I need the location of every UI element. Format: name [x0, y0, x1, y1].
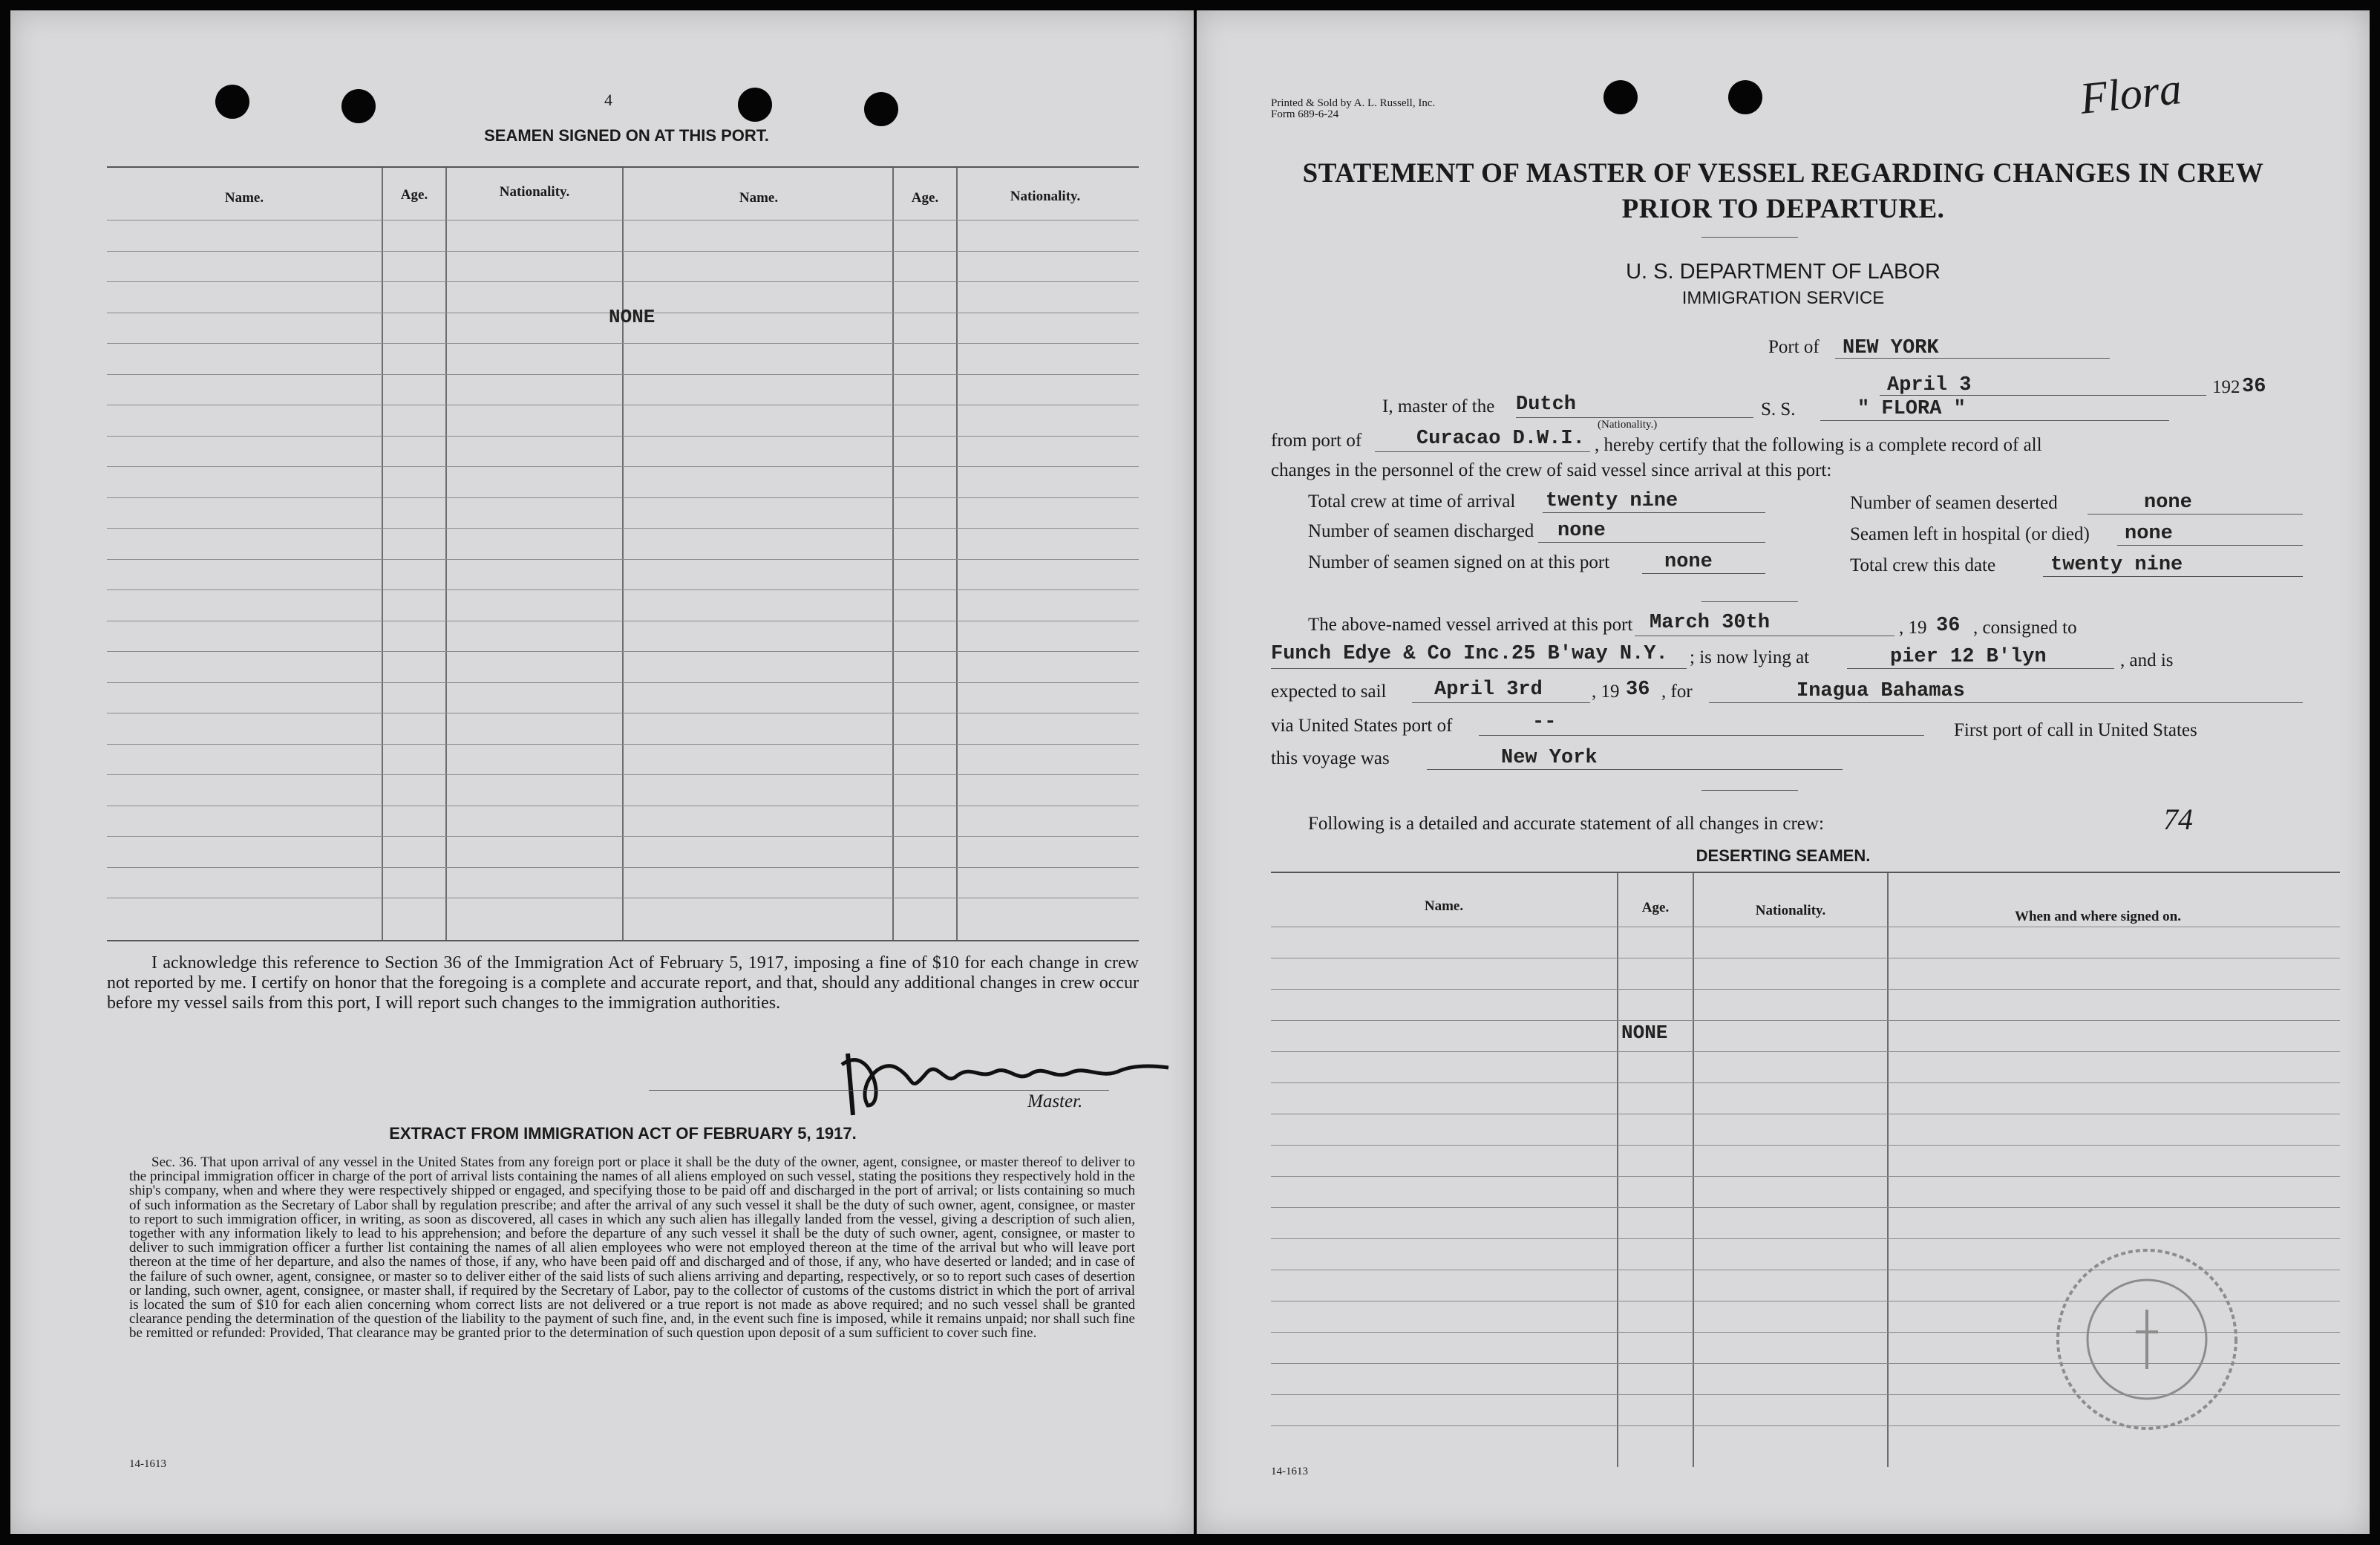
table-rule — [107, 774, 1139, 775]
column-header-name: Name. — [1424, 898, 1464, 914]
table-rule — [1271, 1207, 2340, 1208]
column-header-age: Age. — [1641, 900, 1670, 915]
column-header-nationality: Nationality. — [499, 184, 570, 200]
table-rule — [107, 651, 1139, 652]
form-number: 14-1613 — [129, 1458, 166, 1470]
discharged-label: Number of seamen discharged — [1308, 521, 1534, 541]
column-header-name: Name. — [224, 190, 264, 206]
master-signature — [827, 1035, 1176, 1117]
table-rule — [107, 867, 1139, 868]
punch-hole — [341, 89, 376, 123]
year-value: 36 — [2242, 376, 2266, 398]
acknowledgement-text: I acknowledge this reference to Section 36 of the Immigration Act of February 5, 1917, imposing a fine of $10 for each change in crew not reported by me. I certify on honor that the foregoing is a complete and accurate report, and that, should any additional changes in crew occur before my vessel sails from this port, I will report such changes to the immigration authorities. — [107, 953, 1139, 1013]
expected-year-prefix: , 19 — [1592, 682, 1620, 702]
punch-hole — [215, 85, 249, 119]
master-label: Master. — [1027, 1091, 1083, 1111]
table-rule — [107, 466, 1139, 467]
voyage-label: this voyage was — [1271, 748, 1390, 768]
destination-value: Inagua Bahamas — [1797, 680, 1965, 702]
expected-label: expected to sail — [1271, 682, 1387, 702]
hospital-value: none — [2125, 523, 2173, 545]
table-rule — [1271, 989, 2340, 990]
signed-on-label: Number of seamen signed on at this port — [1308, 552, 1610, 572]
table-rule — [1271, 1176, 2340, 1177]
table-rule — [1271, 1020, 2340, 1021]
expected-year-value: 36 — [1626, 679, 1650, 701]
punch-hole — [738, 88, 772, 122]
table-rule — [107, 682, 1139, 683]
punch-hole — [864, 92, 898, 126]
table-rule — [107, 836, 1139, 837]
table-rule — [107, 220, 1139, 221]
table-rule — [107, 497, 1139, 498]
table-rule — [107, 251, 1139, 252]
table-rule — [107, 528, 1139, 529]
first-port-label: First port of call in United States — [1954, 720, 2197, 740]
discharged-value: none — [1557, 520, 1606, 542]
column-header-nationality: Nationality. — [1010, 189, 1081, 204]
signed-on-table — [107, 166, 1139, 941]
deserting-heading: DESERTING SEAMEN. — [1696, 846, 1871, 865]
column-header-age: Age. — [911, 190, 939, 206]
signed-on-heading: SEAMEN SIGNED ON AT THIS PORT. — [484, 126, 769, 145]
arrived-label: The above-named vessel arrived at this port — [1308, 615, 1633, 635]
handwritten-number: 74 — [2163, 803, 2193, 836]
and-is-label: , and is — [2120, 650, 2174, 670]
via-label: via United States port of — [1271, 716, 1453, 736]
column-header-name: Name. — [739, 190, 779, 206]
port-label: Port of — [1768, 337, 1820, 357]
table-rule — [107, 589, 1139, 590]
master-of-label: I, master of the — [1382, 396, 1495, 417]
printer-credit: Printed & Sold by A. L. Russell, Inc. Form 689-6-24 — [1271, 97, 1436, 120]
deserted-label: Number of seamen deserted — [1850, 493, 2058, 513]
table-rule — [107, 436, 1139, 437]
column-header-age: Age. — [400, 187, 428, 203]
service-name: IMMIGRATION SERVICE — [1681, 288, 1885, 308]
certify-text: , hereby certify that the following is a complete record of all — [1595, 435, 2042, 455]
right-page — [1197, 10, 2370, 1534]
total-crew-date-value: twenty nine — [2050, 554, 2183, 576]
consignee-value: Funch Edye & Co Inc.25 B'way N.Y. — [1271, 643, 1668, 665]
lying-label: ; is now lying at — [1690, 647, 1810, 667]
changes-text: changes in the personnel of the crew of said vessel since arrival at this port: — [1271, 460, 1832, 480]
ship-name: " FLORA " — [1857, 398, 1966, 420]
left-page — [10, 10, 1194, 1534]
total-crew-arrival-value: twenty nine — [1546, 490, 1678, 512]
table-rule — [107, 559, 1139, 560]
signed-on-value: none — [1664, 551, 1713, 573]
arrived-year-value: 36 — [1936, 615, 1961, 637]
extract-heading: EXTRACT FROM IMMIGRATION ACT OF FEBRUARY 5, 1917. — [389, 1124, 857, 1143]
table-rule — [1271, 1082, 2340, 1083]
expected-value: April 3rd — [1434, 679, 1543, 701]
year-prefix: 192 — [2212, 377, 2240, 397]
table-entry-none: NONE — [1621, 1022, 1668, 1044]
consigned-label: , consigned to — [1973, 618, 2077, 638]
nationality-caption: (Nationality.) — [1598, 419, 1658, 431]
lying-value: pier 12 B'lyn — [1890, 646, 2047, 668]
voyage-value: New York — [1501, 747, 1598, 769]
arrived-year-prefix: , 19 — [1899, 618, 1927, 638]
via-value: -- — [1532, 711, 1557, 734]
deserted-value: none — [2144, 491, 2192, 514]
table-entry-none: NONE — [609, 306, 656, 328]
department-name: U. S. DEPARTMENT OF LABOR — [1626, 260, 1941, 284]
punch-hole — [1603, 80, 1638, 114]
immigration-stamp — [2036, 1228, 2258, 1451]
table-rule — [1271, 1051, 2340, 1052]
following-text: Following is a detailed and accurate statement of all changes in crew: — [1308, 814, 1824, 834]
form-title: STATEMENT OF MASTER OF VESSEL REGARDING CHANGES IN CREW PRIOR TO DEPARTURE. — [1302, 158, 2264, 224]
nationality-value: Dutch — [1516, 393, 1577, 416]
port-value: NEW YORK — [1843, 337, 1939, 359]
extract-text: Sec. 36. That upon arrival of any vessel in the United States from any foreign port or place it shall be the duty of the owner, agent, consignee, or master thereof to deliver to the principal immigration officer in charge of the port of arrival lists containing the names of all aliens employed on such vessel, stating the positions they respectively hold in the ship's company, when and where they were respectively shipped or engaged, and specifying those to be paid off and discharged in the port of arrival; or lists containing so much of such information as the Secretary of Labor shall by regulation prescribe; and after the arrival of any such vessel it shall be the duty of such owner, agent, consignee, or master to report to such immigration officer, in writing, as soon as discovered, all cases in which any such alien has illegally landed from the vessel, giving a description of such alien, together with any information likely to lead to his apprehension; and before the departure of any such vessel it shall be the duty of such owner, agent, consignee, or master to deliver to such immigration officer a further list containing the names of all alien employees who were not employed thereon at the time of the arrival but who will leave port thereon at the time of her departure, and also the names of those, if any, who have been paid off and discharged and of those, if any, who have deserted or landed; and in case of the failure of such owner, agent, consignee, or master so to deliver either of the said lists of such aliens arriving and departing, respectively, or so to report such cases of desertion or landing, such owner, agent, consignee, or master shall, if required by the Secretary of Labor, pay to the collector of customs of the customs district in which the port of arrival is located the sum of $10 for each alien concerning whom correct lists are not delivered or a true report is not made as above required; and no such vessel shall be granted clearance pending the determination of the question of the liability to the payment of such fine, and, in the event such fine is imposed, while it remains unpaid; nor shall such fine be remitted or refunded: Provided, That clearance may be granted prior to the determination of such question upon deposit of a sum sufficient to cover such fine. — [129, 1154, 1135, 1342]
ss-label: S. S. — [1761, 399, 1796, 419]
hospital-label: Seamen left in hospital (or died) — [1850, 524, 2090, 544]
from-port-label: from port of — [1271, 431, 1362, 451]
total-crew-arrival-label: Total crew at time of arrival — [1308, 491, 1516, 512]
table-rule — [107, 374, 1139, 375]
punch-hole — [1728, 80, 1762, 114]
table-rule — [107, 343, 1139, 344]
arrived-value: March 30th — [1650, 612, 1771, 634]
page-number: 4 — [604, 91, 612, 109]
table-rule — [107, 281, 1139, 282]
table-rule — [1271, 1145, 2340, 1146]
handwritten-corner-note: Flora — [2077, 64, 2184, 123]
for-label: , for — [1661, 682, 1693, 702]
date-value: April 3 — [1887, 374, 1972, 396]
form-number: 14-1613 — [1271, 1466, 1308, 1477]
table-rule — [107, 744, 1139, 745]
column-header-signed-on: When and where signed on. — [2014, 909, 2181, 924]
column-header-nationality: Nationality. — [1755, 903, 1826, 918]
from-port-value: Curacao D.W.I. — [1416, 428, 1585, 450]
total-crew-date-label: Total crew this date — [1850, 555, 1996, 575]
